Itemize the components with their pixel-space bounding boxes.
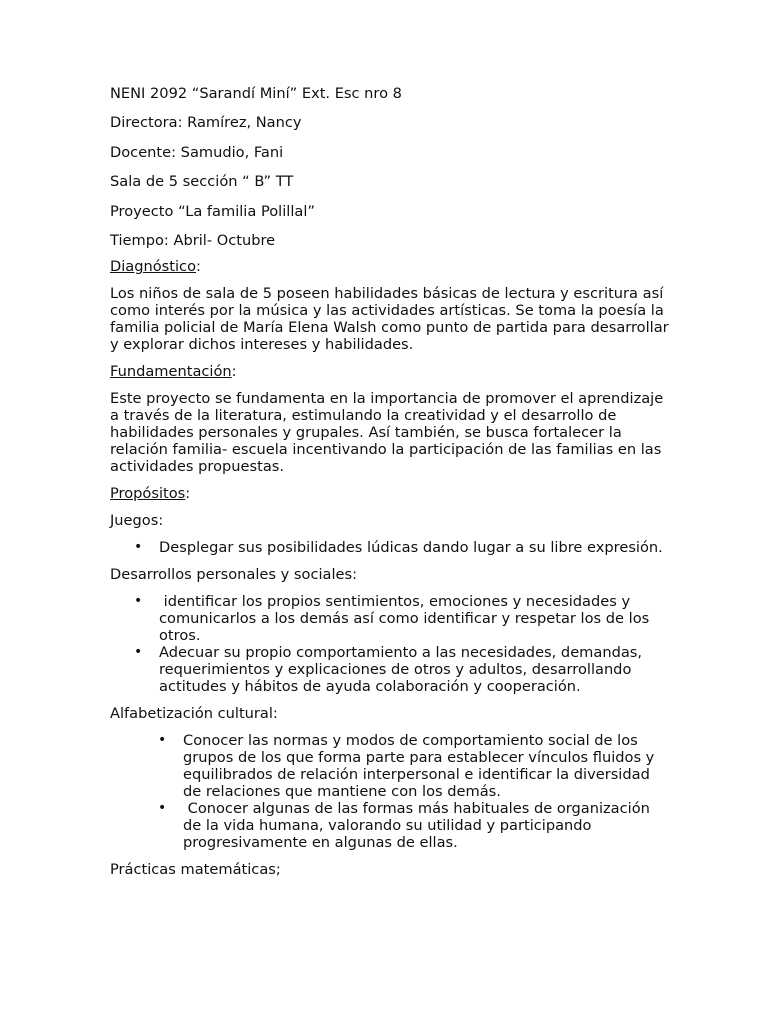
list-item xyxy=(110,593,670,644)
diagnostico-title: Diagnóstico xyxy=(110,257,197,275)
list-item-text: Conocer algunas de las formas más habituales de organización de la vida humana, valorando su utilidad y participando progresivamente en algunas de ellas. xyxy=(183,799,655,851)
diagnostico-colon: : xyxy=(196,257,201,275)
desarrollos-label: Desarrollos personales y sociales: xyxy=(110,565,358,583)
alfabetizacion-list xyxy=(110,732,670,851)
list-item-text: Adecuar su propio comportamiento a las necesidades, demandas, requerimientos y explicaciones de otros y adultos, desarrollando actitudes y hábitos de ayuda colaboración y cooperación. xyxy=(159,643,643,695)
propositos-heading xyxy=(110,485,670,502)
teacher-line: Docente: Samudio, Fani xyxy=(110,143,284,161)
juegos-label: Juegos: xyxy=(110,511,164,529)
time-line: Tiempo: Abril- Octubre xyxy=(110,231,276,249)
list-item xyxy=(110,732,670,800)
list-item-text: Conocer las normas y modos de comportamiento social de los grupos de los que forma parte para establecer vínculos fluidos y equilibrados de relación interpersonal e identificar la diversidad de relaciones que mantiene con los demás. xyxy=(183,731,655,800)
desarrollos-list xyxy=(110,593,670,695)
propositos-title: Propósitos xyxy=(110,484,186,502)
juegos-list xyxy=(110,539,670,556)
bullet-icon: • xyxy=(158,799,167,816)
list-item xyxy=(110,644,670,695)
propositos-colon: : xyxy=(185,484,191,502)
list-item xyxy=(110,800,670,851)
practicas-label: Prácticas matemáticas; xyxy=(110,860,281,878)
document-page xyxy=(110,85,670,878)
fundamentacion-heading xyxy=(110,363,670,380)
diagnostico-heading xyxy=(110,258,670,275)
project-line: Proyecto “La familia Polillal” xyxy=(110,202,315,220)
bullet-icon: • xyxy=(134,592,143,609)
fundamentacion-text: Este proyecto se fundamenta en la importancia de promover el aprendizaje a través de la literatura, estimulando la creatividad y el desarrollo de habilidades personales y grupales. Así también, se busca fortalecer la relación familia- escuela incentivando la participación de las familias en las actividades propuestas. xyxy=(110,389,664,475)
director-line: Directora: Ramírez, Nancy xyxy=(110,114,302,132)
list-item-text: identificar los propios sentimientos, emociones y necesidades y comunicarlos a los demás así como identificar y respetar los de los otros. xyxy=(159,592,654,644)
school-line: NENI 2092 “Sarandí Miní” Ext. Esc nro 8 xyxy=(110,85,402,102)
bullet-icon: • xyxy=(158,731,167,748)
alfabetizacion-label: Alfabetización cultural: xyxy=(110,704,278,722)
diagnostico-text: Los niños de sala de 5 poseen habilidades básicas de lectura y escritura así como interés por la música y las actividades artísticas. Se toma la poesía la familia policial de María Elena Walsh como punto de partida para desarrollar y explorar dichos intereses y habilidades. xyxy=(110,284,669,353)
bullet-icon: • xyxy=(134,643,143,660)
list-item xyxy=(110,539,670,556)
fundamentacion-colon: : xyxy=(231,362,237,380)
fundamentacion-title: Fundamentación xyxy=(110,362,232,380)
list-item-text: Desplegar sus posibilidades lúdicas dando lugar a su libre expresión. xyxy=(159,538,663,556)
bullet-icon: • xyxy=(134,538,143,555)
room-line: Sala de 5 sección “ B” TT xyxy=(110,173,294,191)
